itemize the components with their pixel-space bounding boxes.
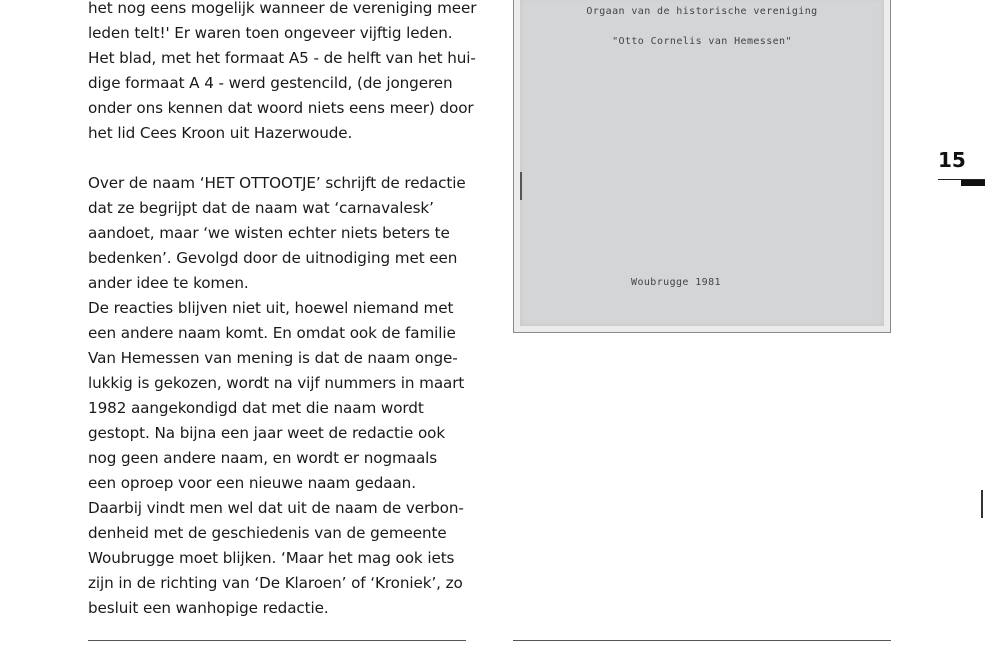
article-line: bedenken’. Gevolgd door de uitnodiging met een	[88, 249, 458, 267]
article-line: ander idee te komen.	[88, 274, 249, 292]
article-line: Het blad, met het formaat A5 - de helft van het hui-	[88, 49, 476, 67]
booklet-place-year: Woubrugge 1981	[631, 277, 721, 288]
page-number-tab	[961, 180, 985, 186]
booklet-page	[520, 0, 884, 326]
article-line: dige formaat A 4 - werd gestencild, (de jongeren	[88, 74, 453, 92]
article-line: dat ze begrijpt dat de naam wat ‘carnavalesk’	[88, 199, 434, 217]
article-line: Over de naam ‘HET OTTOOTJE’ schrijft de redactie	[88, 174, 466, 192]
article-line: zijn in de richting van ‘De Klaroen’ of ‘Kroniek’, zo	[88, 574, 463, 592]
article-line: aandoet, maar ‘we wisten echter niets beters te	[88, 224, 450, 242]
page-number: 15	[938, 148, 966, 172]
booklet-society-name: "Otto Cornelis van Hemessen"	[612, 36, 792, 47]
article-line: gestopt. Na bijna een jaar weet de redactie ook	[88, 424, 446, 442]
paragraph-gap	[88, 146, 473, 171]
article-line: een oproep voor een nieuwe naam gedaan.	[88, 474, 416, 492]
article-line: Woubrugge moet blijken. ‘Maar het mag ook iets	[88, 549, 455, 567]
margin-mark	[981, 490, 983, 518]
booklet-subtitle: Orgaan van de historische vereniging	[586, 6, 818, 17]
article-line: nog geen andere naam, en wordt er nogmaals	[88, 449, 438, 467]
article-line: besluit een wanhopige redactie.	[88, 599, 329, 617]
article-line: onder ons kennen dat woord niets eens meer) door	[88, 99, 474, 117]
bottom-rule-right	[513, 640, 891, 641]
booklet-cover-image	[513, 0, 891, 333]
staple-mark	[520, 172, 522, 200]
article-line: Daarbij vindt men wel dat uit de naam de verbon-	[88, 499, 464, 517]
article-line: het nog eens mogelijk wanneer de vereniging meer	[88, 0, 477, 17]
article-line: een andere naam komt. En omdat ook de familie	[88, 324, 456, 342]
article-line: leden telt!' Er waren toen ongeveer vijftig leden.	[88, 24, 453, 42]
article-text-column	[88, 0, 477, 621]
article-line: Van Hemessen van mening is dat de naam onge-	[88, 349, 458, 367]
article-line: lukkig is gekozen, wordt na vijf nummers in maart	[88, 374, 465, 392]
article-line: 1982 aangekondigd dat met die naam wordt	[88, 399, 424, 417]
article-line: De reacties blijven niet uit, hoewel niemand met	[88, 299, 454, 317]
bottom-rule-left	[88, 640, 466, 641]
article-line: denheid met de geschiedenis van de gemeente	[88, 524, 447, 542]
article-line: het lid Cees Kroon uit Hazerwoude.	[88, 124, 353, 142]
